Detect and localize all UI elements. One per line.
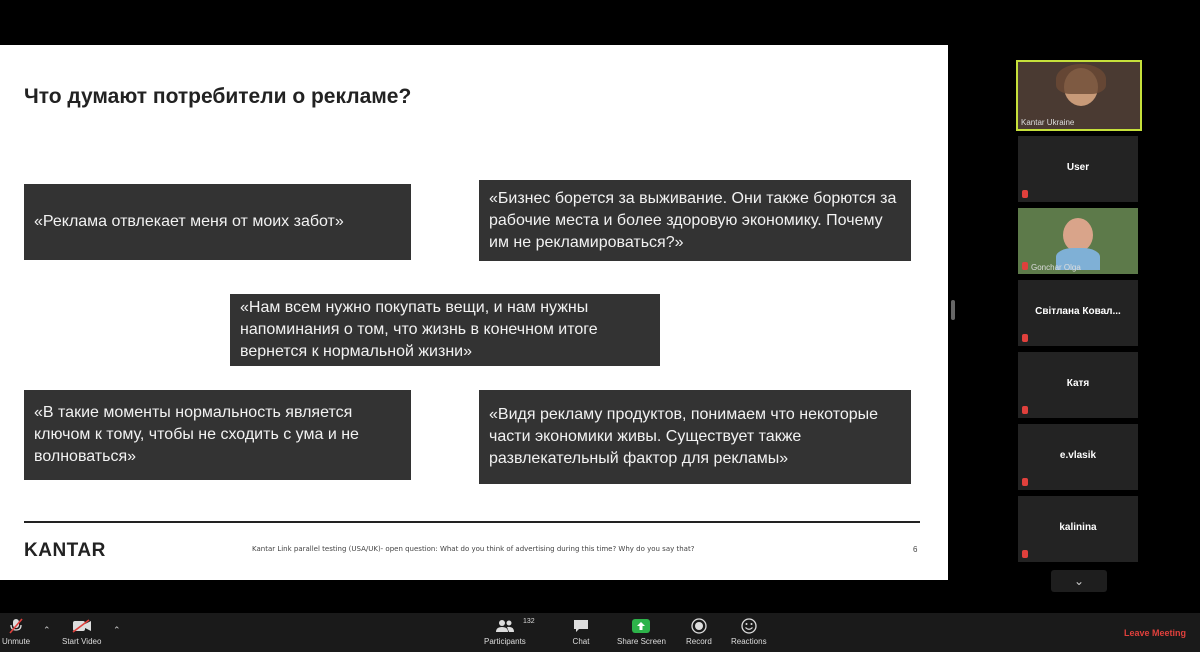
chat-button[interactable] — [570, 617, 592, 646]
participant-name: Світлана Ковал... — [1035, 306, 1121, 317]
start-video-button[interactable] — [62, 617, 101, 646]
participants-count: 132 — [523, 618, 535, 625]
muted-microphone-icon — [5, 617, 27, 635]
record-icon — [688, 617, 710, 635]
participants-button[interactable] — [484, 617, 526, 646]
participant-tile-video[interactable] — [1016, 60, 1142, 131]
participant-tile[interactable] — [1018, 280, 1138, 346]
slide-footnote: Kantar Link parallel testing (USA/UK)- open question: What do you think of advertising during this time? Why do you say that? — [252, 545, 695, 553]
share-screen-button[interactable] — [617, 617, 666, 646]
chat-label: Chat — [572, 637, 590, 646]
shared-slide — [0, 45, 948, 580]
quote-box: «Нам всем нужно покупать вещи, и нам нужны напоминания о том, что жизнь в конечном итоге вернется к нормальной жизни» — [230, 294, 660, 366]
video-options-caret-icon[interactable]: ⌃ — [113, 625, 121, 635]
quote-box: «Видя рекламу продуктов, понимаем что некоторые части экономики живы. Существует также развлекательный фактор для рекламы» — [479, 390, 911, 484]
participants-icon — [494, 617, 516, 635]
record-label: Record — [686, 637, 712, 646]
slide-title: Что думают потребители о рекламе? — [24, 85, 412, 108]
kantar-logo: KANTAR — [24, 540, 106, 561]
audio-options-caret-icon[interactable]: ⌃ — [43, 625, 51, 635]
leave-meeting-button[interactable]: Leave Meeting — [1124, 628, 1187, 638]
chat-icon — [570, 617, 592, 635]
quote-box: «Реклама отвлекает меня от моих забот» — [24, 184, 411, 260]
participant-name: kalinina — [1059, 522, 1097, 533]
muted-mic-icon — [1022, 190, 1028, 198]
muted-mic-icon — [1022, 334, 1028, 342]
muted-mic-icon — [1022, 406, 1028, 414]
unmute-button[interactable] — [2, 617, 30, 646]
participant-video-hair — [1056, 64, 1106, 94]
participant-name: Gonchar Olga — [1031, 263, 1081, 272]
participant-tile[interactable] — [1018, 136, 1138, 202]
quote-box: «Бизнес борется за выживание. Они также борются за рабочие места и более здоровую экономику. Почему им не рекламироваться?» — [479, 180, 911, 261]
participant-tile[interactable] — [1018, 352, 1138, 418]
participant-name: e.vlasik — [1059, 450, 1097, 461]
participant-name: Kantar Ukraine — [1021, 118, 1075, 127]
quote-box: «В такие моменты нормальность является ключом к тому, чтобы не сходить с ума и не волноваться» — [24, 390, 411, 480]
share-screen-label: Share Screen — [617, 637, 666, 646]
meeting-toolbar — [0, 613, 1200, 652]
muted-mic-icon — [1022, 550, 1028, 558]
participant-tile[interactable] — [1018, 496, 1138, 562]
record-button[interactable] — [686, 617, 712, 646]
panel-resize-handle[interactable] — [951, 300, 955, 320]
slide-divider — [24, 521, 920, 523]
participants-label: Participants — [484, 637, 526, 646]
reactions-label: Reactions — [731, 637, 767, 646]
muted-mic-icon — [1022, 262, 1028, 270]
participant-name: User — [1066, 162, 1090, 173]
chevron-down-icon: ⌄ — [1073, 574, 1085, 588]
share-screen-icon — [630, 617, 652, 635]
slide-page-number: 6 — [913, 545, 918, 554]
reactions-button[interactable] — [731, 617, 767, 646]
participant-tile-video[interactable] — [1018, 208, 1138, 274]
scroll-down-button[interactable] — [1051, 570, 1107, 592]
muted-mic-icon — [1022, 478, 1028, 486]
start-video-label: Start Video — [62, 637, 102, 646]
reactions-smiley-icon — [738, 617, 760, 635]
unmute-label: Unmute — [2, 637, 31, 646]
video-off-icon — [71, 617, 93, 635]
participant-tile[interactable] — [1018, 424, 1138, 490]
participant-name: Катя — [1066, 378, 1090, 389]
participant-video-face — [1063, 218, 1093, 252]
